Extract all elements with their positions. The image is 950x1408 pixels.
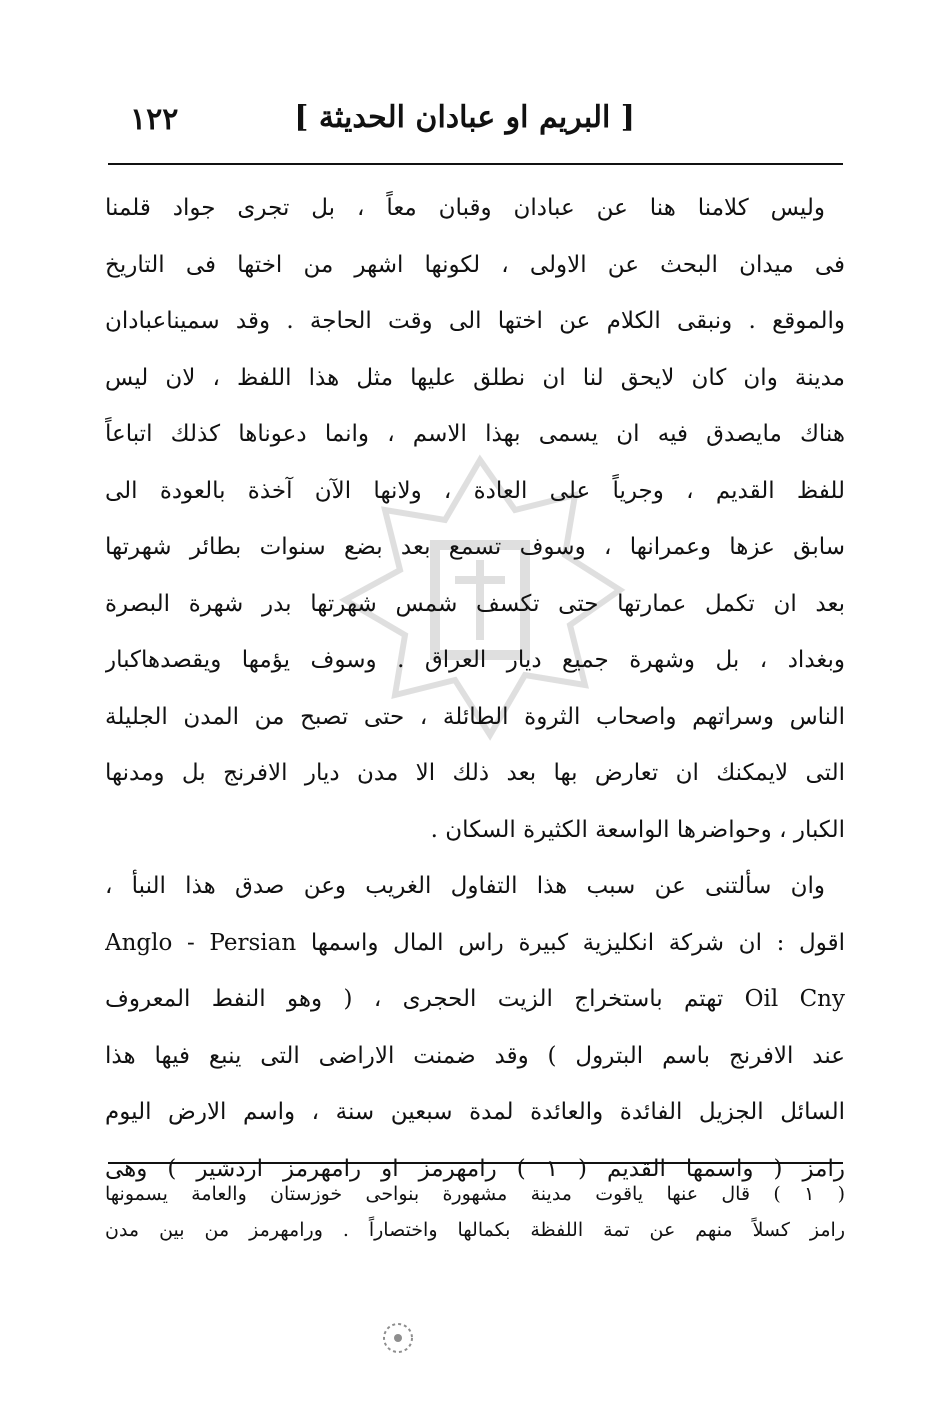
body-line: رامز ( واسمها القديم ( ١ ) رامهرمز او رامهرمز اردشير ) وهى bbox=[105, 1155, 845, 1182]
body-line: عند الافرنج باسم البترول ) وقد ضمنت الاراضى التى ينبع فيها هذا bbox=[105, 1042, 845, 1069]
body-line: التى لايمكنك ان تعارض بها بعد ذلك الا مدن ديار الافرنج بل ومدنها bbox=[105, 760, 845, 786]
body-line: الناس وسراتهم واصحاب الثروة الطائلة ، حتى تصبح من المدن الجليلة bbox=[105, 703, 845, 730]
footnote-line: رامز كسلاً منهم عن تمة اللفظة بكمالها واختصاراً . ورامهرمز من بين مدن bbox=[105, 1219, 845, 1241]
body-line: وبغداد ، بل وشهرة جميع ديار العراق . وسوف يؤمها ويقصدهاكبار bbox=[105, 647, 845, 673]
footnotes bbox=[105, 1176, 845, 1248]
body-line: فى ميدان البحث عن الاولى ، لكونها اشهر من اختها فى التاريخ bbox=[105, 251, 845, 278]
body-line: وليس كلامنا هنا عن عبادان وقبان معاً ، بل تجرى جواد قلمنا bbox=[105, 195, 825, 221]
body-line: والموقع . ونبقى الكلام عن اختها الى وقت الحاجة . وقد سميناعبادان bbox=[105, 308, 845, 334]
body-line: هناك مايصدق فيه ان يسمى بهذا الاسم ، وانما دعوناها كذلك اتباعاً bbox=[105, 421, 845, 447]
body-line: بعد ان تكمل عمارتها حتى تكسف شمس شهرتها بدر شهرة البصرة bbox=[105, 590, 845, 617]
body-line: مدينة وان كان لايحق لنا ان نطلق عليها مثل هذا اللفظ ، لان ليس bbox=[105, 364, 845, 391]
body-line: سابق عزها وعمرانها ، وسوف تسمع بعد بضع سنوات بطائر شهرتها bbox=[105, 534, 845, 560]
page-header bbox=[110, 98, 840, 142]
running-title: [ البريم او عبادان الحديثة ] bbox=[294, 100, 635, 135]
body-line: Oil Cny تهتم باستخراج الزيت الحجرى ، ( وهو النفط المعروف bbox=[105, 986, 845, 1012]
page-ornament-icon bbox=[378, 1318, 418, 1358]
footnote-rule bbox=[108, 1162, 843, 1164]
body-line: السائل الجزيل الفائدة والعائدة لمدة سبعين سنة ، واسم الارض اليوم bbox=[105, 1099, 845, 1125]
header-rule bbox=[108, 163, 843, 165]
body-line: اقول : ان شركة انكليزية كبيرة راس المال واسمها Anglo - Persian bbox=[105, 929, 845, 956]
body-text bbox=[105, 180, 845, 1197]
footnote-line: ( ١ ) قال عنها ياقوت مدينة مشهورة بنواحى خوزستان والعامة يسمونها bbox=[105, 1183, 845, 1205]
body-line: الكبار ، وحواضرها الواسعة الكثيرة السكان . bbox=[430, 816, 845, 843]
body-line: وان سألتنى عن سبب هذا التفاول الغريب وعن صدق هذا النبأ ، bbox=[105, 873, 825, 899]
body-line: للفظ القديم ، وجرياً على العادة ، ولانها الآن آخذة بالعودة الى bbox=[105, 477, 845, 504]
page-number: ١٢٢ bbox=[130, 102, 179, 137]
